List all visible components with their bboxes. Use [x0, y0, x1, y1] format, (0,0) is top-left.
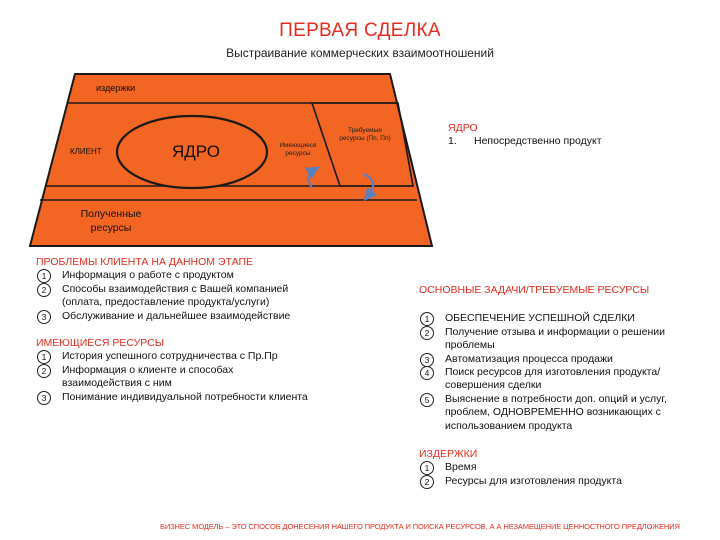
core-info	[448, 122, 708, 149]
list-item-text: История успешного сотрудничества с Пр.Пр	[62, 350, 278, 363]
list-item-text: Ресурсы для изготовления продукта	[445, 474, 622, 487]
core-info-heading: ЯДРО	[448, 122, 478, 134]
list-item	[419, 366, 691, 393]
main-tasks-list	[419, 312, 691, 433]
list-item-number: 3	[420, 353, 434, 367]
slide-subtitle: Выстраивание коммерческих взаимоотношений	[226, 46, 494, 60]
list-item-number: 3	[37, 310, 51, 324]
client-label: КЛИЕНТ	[70, 147, 102, 156]
list-item	[36, 364, 308, 391]
costs-list	[419, 461, 691, 488]
existing-resources-label: Имеющиеся ресурсы	[279, 142, 317, 158]
slide-title: ПЕРВАЯ СДЕЛКА	[279, 20, 441, 41]
list-item	[419, 475, 691, 488]
list-item-number: 1	[37, 269, 51, 283]
list-item	[36, 391, 308, 404]
list-item-number: 2	[420, 475, 434, 489]
core-label: ЯДРО	[172, 142, 220, 161]
list-item	[419, 393, 691, 433]
core-info-item-text: Непосредственно продукт	[474, 135, 602, 148]
core-info-item	[448, 135, 708, 148]
costs-label: издержки	[96, 83, 136, 93]
costs-heading: ИЗДЕРЖКИ	[419, 448, 478, 460]
core-info-item-number: 1.	[448, 135, 457, 148]
costs-section	[419, 448, 691, 488]
client-problems-list	[36, 269, 308, 323]
main-tasks-heading: ОСНОВНЫЕ ЗАДАЧИ/ТРЕБУЕМЫЕ РЕСУРСЫ	[419, 284, 650, 296]
list-item-text: Автоматизация процесса продажи	[445, 352, 613, 365]
list-item	[419, 326, 691, 353]
list-item-number: 2	[37, 283, 51, 297]
footer-note: БИЗНЕС МОДЕЛЬ – ЭТО СПОСОБ ДОНЕСЕНИЯ НАШЕГО ПРОДУКТА И ПОИСКА РЕСУРСОВ, А А НЕЗАМЕЩЕНИЕ ЦЕННОСТНОГО ПРЕДЛОЖЕНИЯ	[160, 522, 680, 531]
list-item-text: ОБЕСПЕЧЕНИЕ УСПЕШНОЙ СДЕЛКИ	[445, 312, 635, 325]
list-item-text: Время	[445, 461, 477, 474]
list-item	[36, 310, 308, 323]
existing-resources-list	[36, 350, 308, 404]
list-item	[36, 283, 308, 310]
list-item-number: 2	[420, 326, 434, 340]
list-item-text: Понимание индивидуальной потребности клиента	[62, 390, 308, 403]
client-problems-section	[36, 256, 308, 323]
list-item-number: 3	[37, 391, 51, 405]
main-tasks-section	[419, 284, 691, 433]
existing-resources-section	[36, 337, 308, 404]
list-item-number: 1	[420, 461, 434, 475]
client-problems-heading: ПРОБЛЕМЫ КЛИЕНТА НА ДАННОМ ЭТАПЕ	[36, 256, 254, 268]
list-item-text: Информация о клиенте и способах взаимодействия с ним	[62, 363, 234, 390]
received-resources-label: Полученные ресурсы	[80, 208, 142, 234]
list-item-number: 2	[37, 364, 51, 378]
list-item	[36, 350, 308, 363]
list-item-number: 4	[420, 366, 434, 380]
list-item	[419, 353, 691, 366]
required-resources-label: Требуемые ресурсы (Пп, Пп)	[339, 127, 391, 143]
list-item	[419, 312, 691, 325]
existing-resources-heading: ИМЕЮЩИЕСЯ РЕСУРСЫ	[36, 337, 165, 349]
list-item-number: 5	[420, 393, 434, 407]
list-item-text: Способы взаимодействия с Вашей компанией (оплата, предоставление продукта/услуги)	[62, 282, 289, 309]
list-item-number: 1	[37, 350, 51, 364]
list-item	[419, 461, 691, 474]
list-item-text: Обслуживание и дальнейшее взаимодействие	[62, 309, 291, 322]
list-item	[36, 269, 308, 282]
list-item-text: Получение отзыва и информации о решении проблемы	[445, 325, 665, 352]
list-item-text: Выяснение в потребности доп. опций и услуг, проблем, ОДНОВРЕМЕННО возникающих с использованием продукта	[445, 392, 667, 432]
list-item-text: Поиск ресурсов для изготовления продукта/совершения сделки	[445, 366, 661, 392]
list-item-text: Информация о работе с продуктом	[62, 269, 234, 282]
list-item-number: 1	[420, 312, 434, 326]
